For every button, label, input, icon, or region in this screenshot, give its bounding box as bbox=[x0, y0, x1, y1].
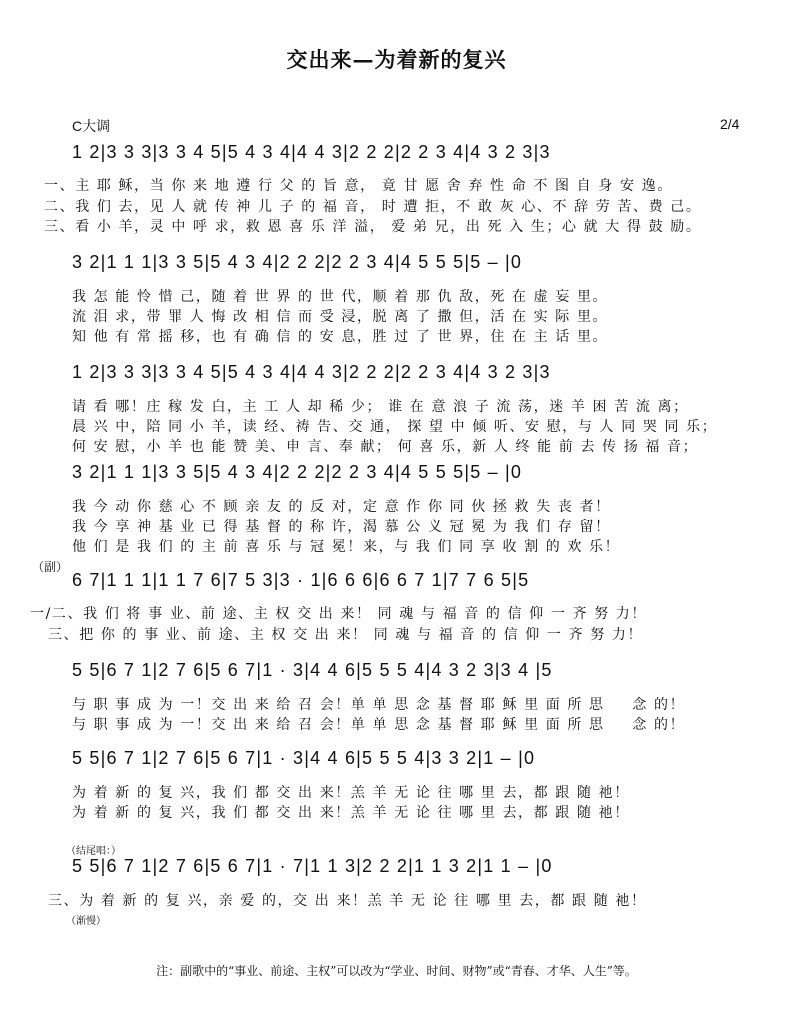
notation-line-2: 3 2|1 1 1|3 3 5|5 4 3 4|2 2 2|2 2 3 4|4 5 5 5|5 – |0 bbox=[72, 252, 523, 272]
chorus-label: （副） bbox=[32, 560, 69, 574]
notation-line-8: 5 5|6 7 1|2 7 6|5 6 7|1 · 7|1 1 3|2 2 2|1 1 3 2|1 1 – |0 bbox=[72, 856, 553, 876]
lyric-line-3-1: 请 看 哪！庄 稼 发 白，主 工 人 却 稀 少； 谁 在 意 浪 子 流 荡，迷 羊 困 苦 流 离； bbox=[72, 399, 689, 415]
lyric-line-7-2: 为 着 新 的 复 兴，我 们 都 交 出 来！羔 羊 无 论 往 哪 里 去，都 跟 随 祂！ bbox=[72, 805, 630, 821]
lyric-line-4-1: 我 今 动 你 慈 心 不 顾 亲 友 的 反 对，定 意 作 你 同 伙 拯 救 失 丧 者！ bbox=[72, 499, 611, 515]
lyric-line-4-3: 他 们 是 我 们 的 主 前 喜 乐 与 冠 冕！来，与 我 们 同 享 收 割 的 欢 乐！ bbox=[72, 539, 621, 555]
slow-label: （渐慢） bbox=[66, 916, 106, 927]
lyric-line-3-3: 何 安 慰，小 羊 也 能 赞 美、申 言、奉 献； 何 喜 乐，新 人 终 能 前 去 传 扬 福 音； bbox=[72, 439, 699, 455]
key-signature: C大调 bbox=[72, 118, 111, 134]
lyric-line-2-3: 知 他 有 常 摇 移，也 有 确 信 的 安 息，胜 过 了 世 界，住 在 主 话 里。 bbox=[72, 329, 609, 345]
notation-line-6: 5 5|6 7 1|2 7 6|5 6 7|1 · 3|4 4 6|5 5 5 4|4 3 2 3|3 4 |5 bbox=[72, 660, 553, 680]
notation-line-1: 1 2|3 3 3|3 3 4 5|5 4 3 4|4 4 3|2 2 2|2 2 3 4|4 3 2 3|3 bbox=[72, 142, 551, 162]
notation-line-5: 6 7|1 1 1|1 1 7 6|7 5 3|3 · 1|6 6 6|6 6 7 1|7 7 6 5|5 bbox=[72, 570, 530, 590]
lyric-line-1-3: 三、看 小 羊，灵 中 呼 求，救 恩 喜 乐 洋 溢， 爱 弟 兄，出 死 入 生；心 就 大 得 鼓 励。 bbox=[44, 219, 702, 235]
lyric-line-6-1: 与 职 事 成 为 一！交 出 来 给 召 会！单 单 思 念 基 督 耶 稣 里 面 所 思 念 的！ bbox=[72, 697, 686, 713]
ending-label: （结尾唱：） bbox=[66, 846, 121, 857]
lyric-line-4-2: 我 今 享 神 基 业 已 得 基 督 的 称 许，渴 慕 公 义 冠 冕 为 我 们 存 留！ bbox=[72, 519, 611, 535]
notation-line-3: 1 2|3 3 3|3 3 4 5|5 4 3 4|4 4 3|2 2 2|2 2 3 4|4 3 2 3|3 bbox=[72, 362, 551, 382]
notation-line-4: 3 2|1 1 1|3 3 5|5 4 3 4|2 2 2|2 2 3 4|4 5 5 5|5 – |0 bbox=[72, 462, 523, 482]
time-signature: 2/4 bbox=[720, 116, 740, 132]
lyric-line-2-2: 流 泪 求，带 罪 人 悔 改 相 信 而 受 浸，脱 离 了 撒 但，活 在 实 际 里。 bbox=[72, 309, 609, 325]
lyric-line-3-2: 晨 兴 中，陪 同 小 羊，读 经、祷 告、交 通， 探 望 中 倾 听、安 慰，与 人 同 哭 同 乐； bbox=[72, 419, 718, 435]
notation-line-7: 5 5|6 7 1|2 7 6|5 6 7|1 · 3|4 4 6|5 5 5 4|3 3 2|1 – |0 bbox=[72, 748, 536, 768]
lyric-line-8-1: 三、为 着 新 的 复 兴，亲 爱 的，交 出 来！羔 羊 无 论 往 哪 里 去，都 跟 随 祂！ bbox=[48, 893, 647, 909]
footnote: 注：副歌中的“事业、前途、主权”可以改为“学业、时间、财物”或“青春、才华、人生”等。 bbox=[156, 964, 637, 978]
lyric-line-2-1: 我 怎 能 怜 惜 己，随 着 世 界 的 世 代，顺 着 那 仇 敌，死 在 虚 妄 里。 bbox=[72, 289, 609, 305]
lyric-line-5-2: 三、把 你 的 事 业、前 途、主 权 交 出 来！ 同 魂 与 福 音 的 信 仰 一 齐 努 力！ bbox=[48, 627, 644, 643]
lyric-line-1-1: 一、主 耶 稣，当 你 来 地 遵 行 父 的 旨 意， 竟 甘 愿 舍 弃 性 命 不 图 自 身 安 逸。 bbox=[44, 178, 673, 194]
lyric-line-1-2: 二、我 们 去，见 人 就 传 神 儿 子 的 福 音， 时 遭 拒，不 敢 灰 心、不 辞 劳 苦、费 己。 bbox=[44, 199, 702, 215]
page-title: 交出来—为着新的复兴 bbox=[286, 47, 507, 72]
lyric-line-6-2: 与 职 事 成 为 一！交 出 来 给 召 会！单 单 思 念 基 督 耶 稣 里 面 所 思 念 的！ bbox=[72, 717, 686, 733]
lyric-line-7-1: 为 着 新 的 复 兴，我 们 都 交 出 来！羔 羊 无 论 往 哪 里 去，都 跟 随 祂！ bbox=[72, 785, 630, 801]
lyric-line-5-1: 一/二、我 们 将 事 业、前 途、主 权 交 出 来！ 同 魂 与 福 音 的 信 仰 一 齐 努 力！ bbox=[30, 606, 647, 622]
